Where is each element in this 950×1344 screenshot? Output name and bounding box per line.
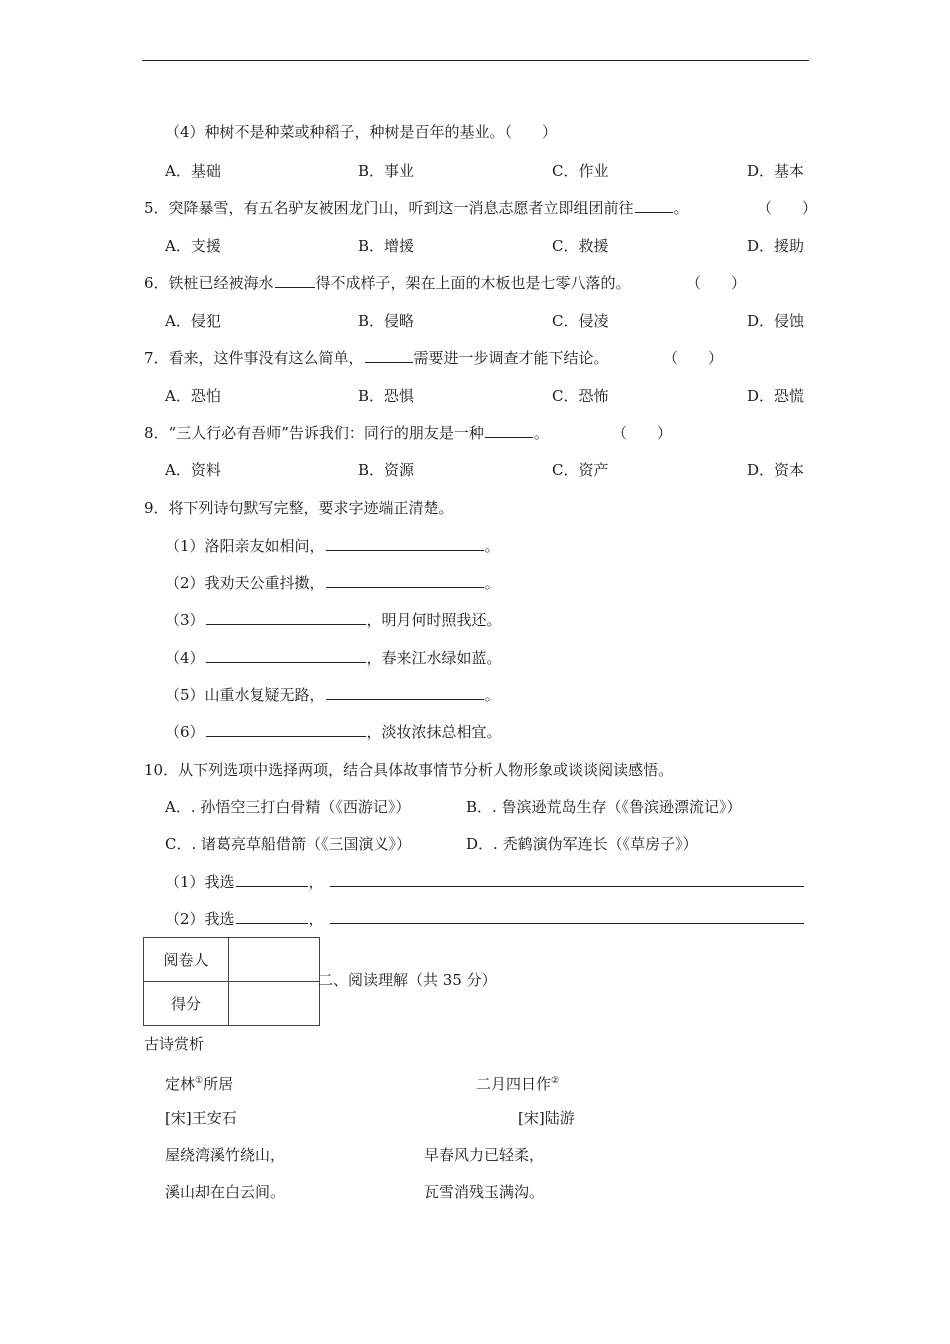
reviewer-label: 阅卷人 xyxy=(144,938,229,982)
option-b[interactable]: B．恐惧 xyxy=(358,387,415,405)
option-c[interactable]: C．. 诸葛亮草船借箭（《三国演义》） xyxy=(165,835,412,853)
answer-blank[interactable] xyxy=(326,685,484,700)
answer-paren[interactable]: （ ） xyxy=(663,349,724,367)
option-a[interactable]: A．支援 xyxy=(165,237,221,255)
poem-fill-item-5: （5）山重水复疑无路， 。 xyxy=(165,686,500,704)
question-5-stem: 5．突降暴雪，有五名驴友被困龙门山，听到这一消息志愿者立即组团前往 。 xyxy=(144,199,689,217)
footnote-marker: ① xyxy=(195,1076,204,1086)
option-d[interactable]: D．援助 xyxy=(747,237,805,255)
poem-right-author: [宋]陆游 xyxy=(518,1109,575,1127)
option-a[interactable]: A．资料 xyxy=(165,461,221,479)
score-box xyxy=(143,937,320,1026)
answer-blank[interactable] xyxy=(206,722,366,737)
poems-heading: 古诗赏析 xyxy=(144,1035,205,1053)
answer-blank[interactable] xyxy=(275,273,315,288)
section-title: 二、阅读理解（共 35 分） xyxy=(318,971,497,989)
poem-fill-item-6: （6） ，淡妆浓抹总相宜。 xyxy=(165,723,502,741)
option-d[interactable]: D．基本 xyxy=(747,162,805,180)
score-field[interactable] xyxy=(229,982,320,1026)
option-b[interactable]: B．增援 xyxy=(358,237,415,255)
reviewer-field[interactable] xyxy=(229,938,320,982)
answer-blank[interactable] xyxy=(485,423,533,438)
option-a[interactable]: A．侵犯 xyxy=(165,312,221,330)
question-10-stem: 10．从下列选项中选择两项，结合具体故事情节分析人物形象或谈谈阅读感悟。 xyxy=(144,761,674,779)
option-b[interactable]: B．侵略 xyxy=(358,312,415,330)
question-4-sub-stem: （4）种树不是种菜或种稻子，种树是百年的基业。（ ） xyxy=(165,123,558,141)
option-d[interactable]: D．侵蚀 xyxy=(747,312,805,330)
question-9-stem: 9．将下列诗句默写完整，要求字迹端正清楚。 xyxy=(144,499,454,517)
answer-line-2: （2）我选 ， xyxy=(165,909,805,929)
answer-blank[interactable] xyxy=(635,198,673,213)
answer-paren[interactable]: （ ） xyxy=(612,424,673,442)
poem-left-author: [宋]王安石 xyxy=(165,1109,237,1127)
option-b[interactable]: B．. 鲁滨逊荒岛生存（《鲁滨逊漂流记》） xyxy=(466,798,742,816)
header-rule xyxy=(142,60,809,61)
poem-left-line-1: 屋绕湾溪竹绕山， xyxy=(165,1146,286,1164)
score-label: 得分 xyxy=(144,982,229,1026)
option-a[interactable]: A．. 孙悟空三打白骨精（《西游记》） xyxy=(165,798,411,816)
answer-line-1: （1）我选 ， xyxy=(165,872,805,892)
answer-blank[interactable] xyxy=(365,348,413,363)
answer-blank[interactable] xyxy=(326,573,484,588)
poem-fill-item-1: （1）洛阳亲友如相问， 。 xyxy=(165,537,500,555)
option-c[interactable]: C．侵凌 xyxy=(552,312,609,330)
poem-right-title: 二月四日作② xyxy=(476,1075,560,1093)
option-c[interactable]: C．恐怖 xyxy=(552,387,609,405)
poem-fill-item-3: （3） ，明月何时照我还。 xyxy=(165,611,502,629)
option-a[interactable]: A．基础 xyxy=(165,162,221,180)
question-7-stem: 7．看来，这件事没有这么简单， 需要进一步调查才能下结论。 xyxy=(144,349,609,367)
analysis-blank[interactable] xyxy=(330,872,804,887)
answer-blank[interactable] xyxy=(326,536,484,551)
answer-paren[interactable]: （ ） xyxy=(686,274,747,292)
option-c[interactable]: C．作业 xyxy=(552,162,609,180)
poem-right-line-2: 瓦雪消残玉满沟。 xyxy=(424,1183,545,1201)
answer-blank[interactable] xyxy=(206,648,366,663)
poem-left-title: 定林①所居 xyxy=(165,1075,234,1093)
footnote-marker: ② xyxy=(551,1076,560,1086)
analysis-blank[interactable] xyxy=(330,909,804,924)
option-c[interactable]: C．救援 xyxy=(552,237,609,255)
poem-right-line-1: 早春风力已轻柔， xyxy=(424,1146,545,1164)
poem-fill-item-4: （4） ，春来江水绿如蓝。 xyxy=(165,649,502,667)
option-c[interactable]: C．资产 xyxy=(552,461,609,479)
question-6-stem: 6．铁桩已经被海水 得不成样子，架在上面的木板也是七零八落的。 xyxy=(144,274,631,292)
answer-paren[interactable]: （ ） xyxy=(757,199,818,217)
question-8-stem: 8．“三人行必有吾师”告诉我们：同行的朋友是一种 。 xyxy=(144,424,549,442)
poem-fill-item-2: （2）我劝天公重抖擞， 。 xyxy=(165,574,500,592)
option-b[interactable]: B．资源 xyxy=(358,461,415,479)
option-a[interactable]: A．恐怕 xyxy=(165,387,221,405)
option-d[interactable]: D．恐慌 xyxy=(747,387,805,405)
answer-blank[interactable] xyxy=(206,610,366,625)
option-d[interactable]: D．资本 xyxy=(747,461,805,479)
choice-blank[interactable] xyxy=(236,872,308,887)
option-b[interactable]: B．事业 xyxy=(358,162,415,180)
option-d[interactable]: D．. 秃鹤演伪军连长（《草房子》） xyxy=(466,835,698,853)
poem-left-line-2: 溪山却在白云间。 xyxy=(165,1183,286,1201)
choice-blank[interactable] xyxy=(236,909,308,924)
